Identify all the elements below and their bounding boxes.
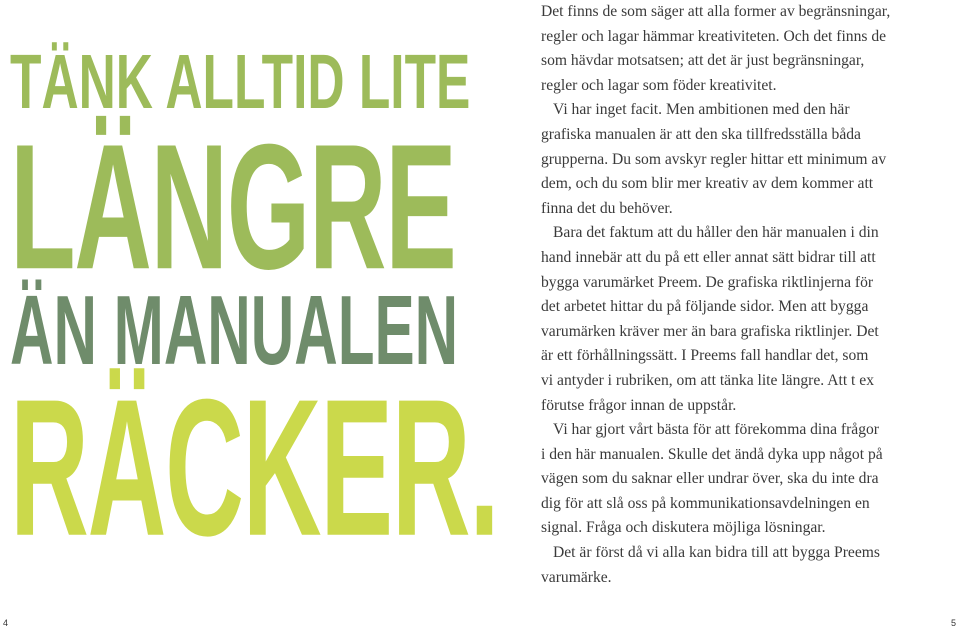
body-line: Det är först då vi alla kan bidra till att bygga Preems — [553, 544, 880, 562]
body-line: dig för att slå oss på kommunikationsavdelningen en — [541, 494, 870, 512]
body-line: som hävdar motsatsen; att det är just begränsningar, — [541, 52, 865, 70]
page-number-left: 4 — [3, 618, 9, 628]
body-line: grupperna. Du som avskyr regler hittar ett minimum av — [541, 150, 887, 168]
body-line: Bara det faktum att du håller den här manualen i din — [553, 224, 879, 242]
body-line: förutse frågor innan de uppstår. — [541, 396, 737, 414]
body-copy — [541, 0, 951, 590]
headline-line-4: RÄCKER. — [10, 358, 499, 577]
body-line: det arbetet hittar du på följande sidor. Men att bygga — [541, 298, 869, 316]
body-line: finna det du behöver. — [541, 199, 673, 217]
headline-line-3: ÄN MANUALEN — [10, 276, 459, 386]
headline-line-2: LÄNGRE — [10, 107, 456, 307]
body-line: vi antyder i rubriken, om att tänka lite längre. Att t ex — [541, 371, 875, 389]
body-line: bygga varumärket Preem. De grafiska riktlinjerna för — [541, 273, 874, 291]
body-line: regler och lagar som föder kreativitet. — [541, 76, 777, 94]
body-line: Vi har gjort vårt bästa för att förekomma dina frågor — [553, 421, 879, 439]
body-line: i den här manualen. Skulle det ändå dyka upp något på — [541, 445, 883, 463]
body-line: regler och lagar hämmar kreativiteten. Och det finns de — [541, 27, 887, 45]
body-line: grafiska manualen är att den ska tillfredsställa båda — [541, 125, 861, 143]
body-line: Vi har inget facit. Men ambitionen med den här — [553, 101, 850, 119]
body-line: Det finns de som säger att alla former av begränsningar, — [541, 3, 891, 20]
headline-line-1: TÄNK ALLTID LITE — [10, 38, 471, 125]
body-line: vägen som du saknar eller undrar över, ska du inte dra — [541, 470, 879, 488]
body-line: är ett förhållningssätt. I Preems fall handlar det, som — [541, 347, 869, 365]
body-line: dem, och du som blir mer kreativ av dem kommer att — [541, 175, 874, 193]
page-number-right: 5 — [951, 618, 957, 628]
body-line: signal. Fråga och diskutera möjliga lösningar. — [541, 519, 826, 537]
body-line: varumärken kräver mer än bara grafiska riktlinjer. Det — [541, 322, 879, 340]
body-line: varumärke. — [541, 568, 612, 586]
body-line: hand innebär att du på ett eller annat sätt bidrar till att — [541, 248, 876, 266]
